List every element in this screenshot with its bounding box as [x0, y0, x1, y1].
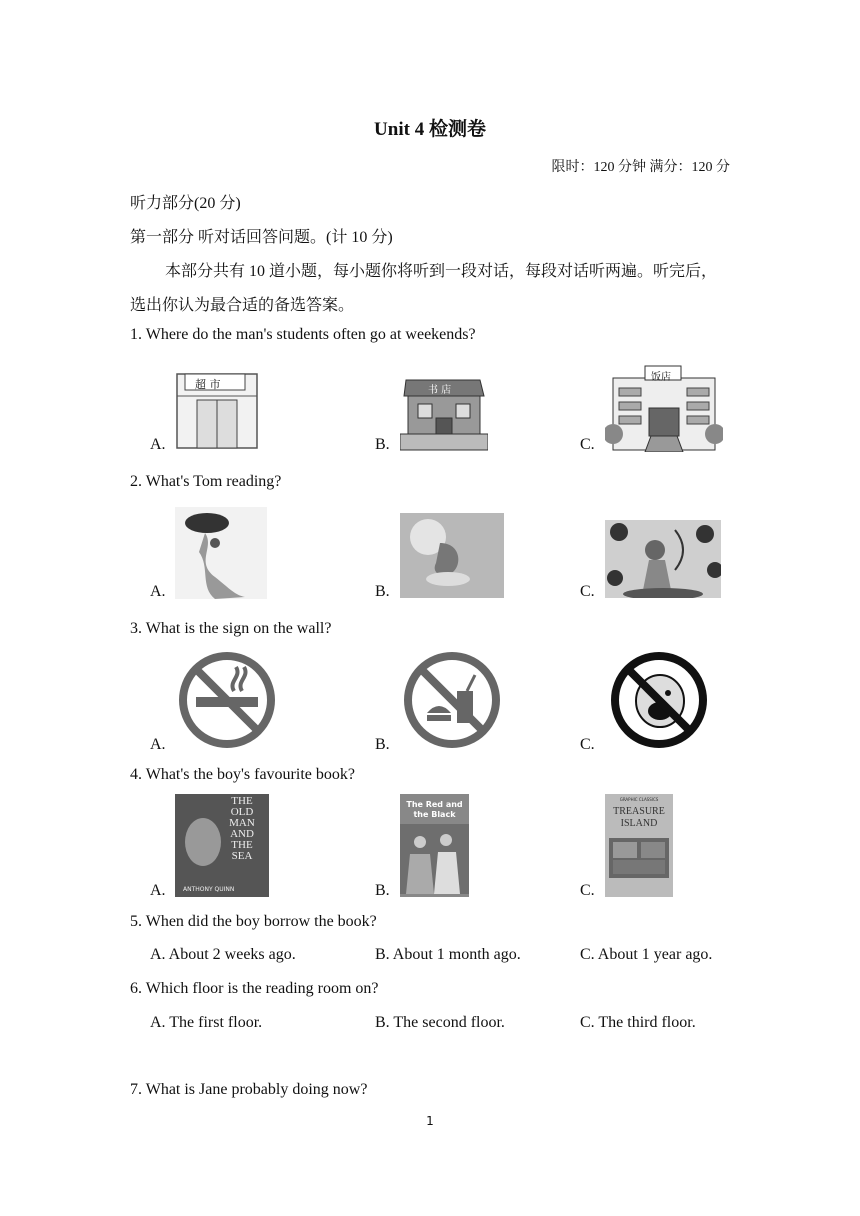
- bookstore-image: [400, 374, 488, 452]
- part1-heading: 第一部分 听对话回答问题。(计 10 分): [130, 229, 393, 246]
- book-a-title: THE OLD MAN AND THE SEA: [229, 795, 255, 862]
- book-b-title: The Red and the Black: [406, 800, 463, 819]
- myth-image-c: [605, 520, 721, 598]
- q4-option-a: A.: [150, 882, 166, 899]
- q3-option-b: B.: [375, 736, 390, 753]
- no-noise-sign: [610, 651, 708, 749]
- q1-option-b: B.: [375, 436, 390, 453]
- question-2: 2. What's Tom reading?: [130, 473, 282, 490]
- q5-option-c: C. About 1 year ago.: [580, 946, 713, 963]
- book-old-man-and-the-sea: [175, 794, 269, 897]
- listening-heading: 听力部分(20 分): [130, 195, 241, 212]
- q4-option-c: C.: [580, 882, 595, 899]
- page-number: 1: [426, 1114, 434, 1128]
- myth-image-b: [400, 513, 504, 598]
- intro-line-1: 本部分共有 10 道小题，每小题你将听到一段对话，每段对话听两遍。听完后，: [165, 263, 718, 280]
- book-c-title: TREASURE ISLAND: [613, 806, 665, 829]
- book-red-and-black: [400, 794, 469, 897]
- no-smoking-sign: [178, 651, 276, 749]
- q6-option-a: A. The first floor.: [150, 1014, 263, 1031]
- page-title: Unit 4 检测卷: [374, 119, 486, 140]
- q2-option-c: C.: [580, 583, 595, 600]
- q5-option-a: A. About 2 weeks ago.: [150, 946, 296, 963]
- myth-image-a: [175, 507, 267, 599]
- q1-option-c: C.: [580, 436, 595, 453]
- restaurant-sign: 饭店: [651, 372, 671, 383]
- supermarket-sign: 超 市: [195, 378, 221, 391]
- question-4: 4. What's the boy's favourite book?: [130, 766, 355, 783]
- intro-line-2: 选出你认为最合适的备选答案。: [130, 297, 355, 314]
- q3-option-a: A.: [150, 736, 166, 753]
- bookstore-sign: 书 店: [428, 385, 452, 396]
- book-treasure-island: [605, 794, 673, 897]
- q1-option-a: A.: [150, 436, 166, 453]
- question-6: 6. Which floor is the reading room on?: [130, 980, 379, 997]
- question-1: 1. Where do the man's students often go at weekends?: [130, 326, 476, 343]
- q4-option-b: B.: [375, 882, 390, 899]
- q3-option-c: C.: [580, 736, 595, 753]
- supermarket-image: [175, 362, 260, 452]
- q5-option-b: B. About 1 month ago.: [375, 946, 521, 963]
- q6-option-c: C. The third floor.: [580, 1014, 696, 1031]
- q6-option-b: B. The second floor.: [375, 1014, 505, 1031]
- q2-option-a: A.: [150, 583, 166, 600]
- restaurant-image: [605, 364, 723, 452]
- no-food-drink-sign: [403, 651, 501, 749]
- book-c-series: GRAPHIC CLASSICS: [619, 797, 659, 802]
- question-7: 7. What is Jane probably doing now?: [130, 1081, 368, 1098]
- question-5: 5. When did the boy borrow the book?: [130, 913, 377, 930]
- book-a-actor: ANTHONY QUINN: [183, 886, 235, 893]
- question-3: 3. What is the sign on the wall?: [130, 620, 332, 637]
- time-limit: 限时：120 分钟 满分：120 分: [551, 160, 730, 175]
- q2-option-b: B.: [375, 583, 390, 600]
